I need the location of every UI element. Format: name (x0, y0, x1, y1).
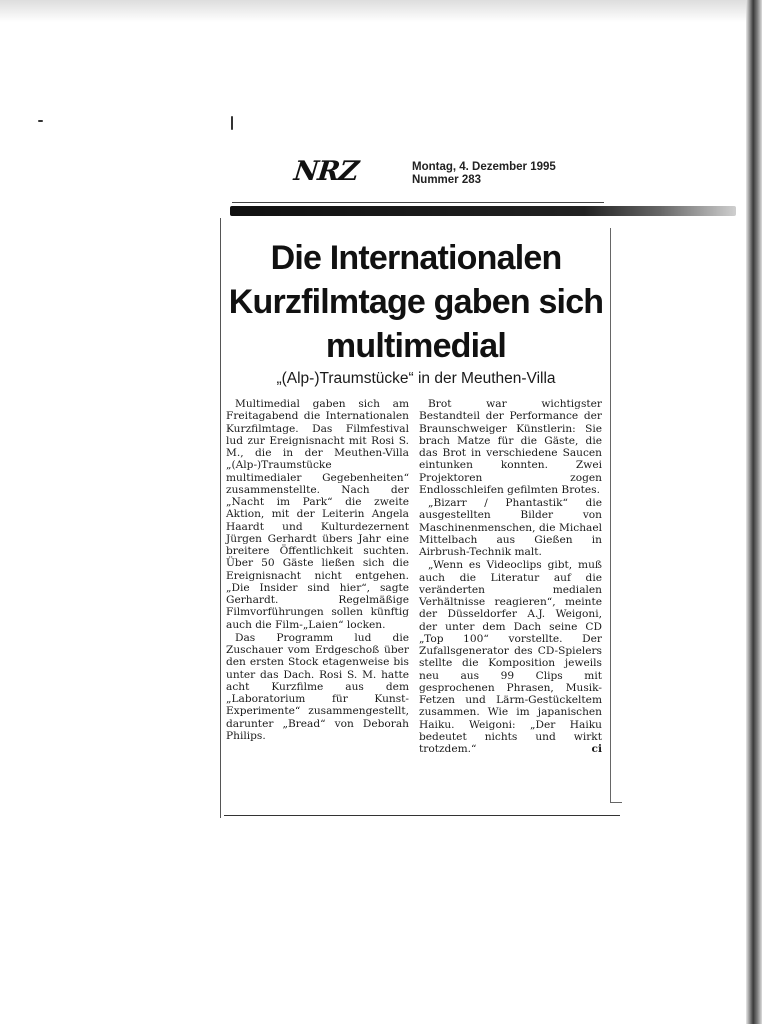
paragraph (419, 559, 602, 755)
article-column-left (226, 398, 409, 743)
issue-number: Nummer 283 (412, 174, 482, 186)
masthead-dateline (412, 161, 556, 187)
article-headline: Die Internationalen Kurzfilmtage gaben sich multimedial (228, 239, 604, 365)
paragraph-text: „Wenn es Videoclips gibt, muß auch die Literatur auf die veränderten medialen Verhältnisse reagieren“, meinte der Düsseldorfer A.J. Weigoni, der unter dem Dach seine CD „Top 100“ vorstellte. Der Zufallsgenerator des CD-Spielers stellte die Komposition jeweils neu aus 99 Clips mit gesprochenen Phrasen, Musik-Fetzen und Lärm-Gestückeltem zusammen. Wie im japanischen Haiku. Weigoni: „Der Haiku bedeutet nichts und wirkt trotzdem.“ (419, 559, 602, 755)
scan-top-shadow (0, 0, 762, 22)
masthead-thick-rule (230, 206, 736, 216)
right-border-foot (610, 802, 622, 803)
left-border-rule (220, 218, 221, 818)
article-column-right (419, 398, 602, 756)
paragraph: Brot war wichtigster Bestandteil der Performance der Braunschweiger Künstlerin: Sie brach Matze für die Gäste, die das Brot in verschiedene Saucen eintunken konnten. Zwei Projektoren zogen Endlosschleifen gefilmten Brotes. (419, 398, 602, 496)
issue-date: Montag, 4. Dezember 1995 (412, 161, 556, 173)
paragraph: Das Programm lud die Zuschauer vom Erdgeschoß über den ersten Stock etagenweise bis unter das Dach. Rosi S. M. hatte acht Kurzfilme aus dem „Laboratorium für Kunst-Experimente“ zusammengestellt, darunter „Bread“ von Deborah Philips. (226, 631, 409, 742)
masthead-logo: NRZ (292, 156, 360, 187)
paragraph: „Bizarr / Phantastik“ die ausgestellten Bilder von Maschinenmenschen, die Michael Mittelbach aus Gießen in Airbrush-Technik malt. (419, 497, 602, 558)
right-border-rule (610, 228, 611, 802)
author-initials: ci (591, 743, 602, 755)
scan-right-edge (746, 0, 762, 1024)
paragraph: Multimedial gaben sich am Freitagabend die Internationalen Kurzfilmtage. Das Filmfestival lud zur Ereignisnacht mit Rosi S. M., die in der Meuthen-Villa „(Alp-)Traumstücke multimedialer Gegebenheiten“ zusammenstellte. Nach der „Nacht im Park“ die zweite Aktion, mit der Leiterin Angela Haardt und Kulturdezernent Jürgen Gerhardt übers Jahr eine breitere Öffentlichkeit suchten. Über 50 Gäste ließen sich die Ereignisnacht nicht entgehen. „Die Insider sind hier“, sagte Gerhardt. Regelmäßige Filmvorführungen sollen künftig auch die Film-„Laien“ locken. (226, 398, 409, 631)
masthead-rule (232, 202, 604, 203)
newspaper-clipping (216, 110, 626, 820)
scan-speck (38, 120, 43, 122)
article-subheadline: „(Alp-)Traumstücke“ in der Meuthen-Villa (276, 370, 556, 387)
bottom-rule (224, 815, 620, 816)
